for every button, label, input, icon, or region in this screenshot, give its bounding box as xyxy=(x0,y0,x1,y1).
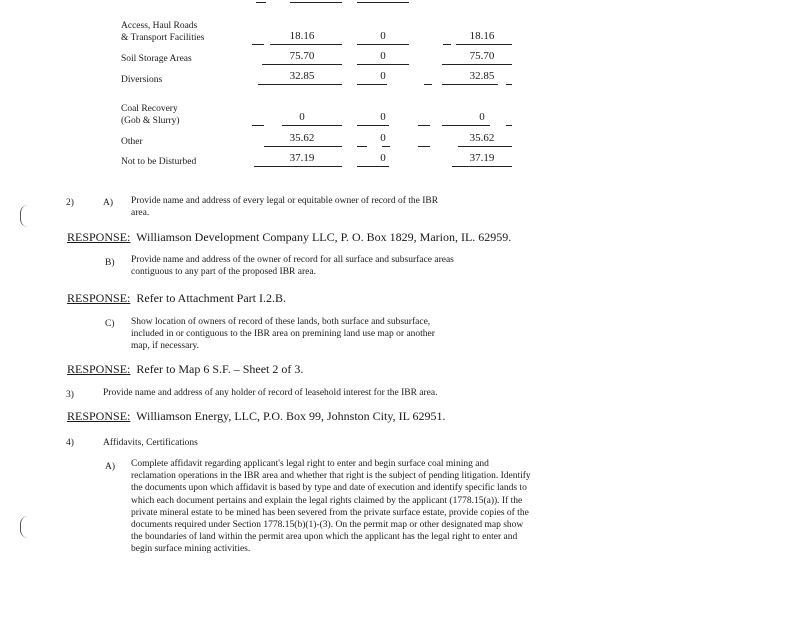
value-col1: 37.19 xyxy=(289,152,315,164)
item-text-line: Complete affidavit regarding applicant's legal right to enter and begin surface coal mining and xyxy=(131,459,489,469)
item-text xyxy=(131,254,454,278)
underline xyxy=(357,146,367,147)
row-label: Soil Storage Areas xyxy=(121,54,192,64)
binder-hole-mark xyxy=(20,205,31,227)
underline xyxy=(254,166,342,167)
response-text: Williamson Energy, LLC, P.O. Box 99, Johnston City, IL 62951. xyxy=(136,409,446,423)
response-label: RESPONSE: xyxy=(67,362,131,376)
item-text-line: documents required under Section 1778.15(b)(1)-(3). On the permit map or other designated map show xyxy=(131,520,524,531)
top-fragment-rule xyxy=(290,2,342,3)
item-text xyxy=(131,195,438,219)
value-col1: 18.16 xyxy=(289,30,315,42)
underline xyxy=(357,44,409,45)
value-col3: 75.70 xyxy=(469,50,495,62)
underline xyxy=(506,125,512,126)
response-4 xyxy=(67,409,445,424)
item-text-line: Show location of owners of record of these lands, both surface and subsurface, xyxy=(131,317,431,327)
underline xyxy=(282,125,342,126)
row-label-line: & Transport Facilities xyxy=(121,33,205,43)
response-label: RESPONSE: xyxy=(67,409,131,423)
row-label xyxy=(121,103,180,127)
response-text: Williamson Development Company LLC, P. O. Box 1829, Marion, IL. 62959. xyxy=(136,230,512,244)
underline xyxy=(252,44,264,45)
row-label-line: Coal Recovery xyxy=(121,104,178,114)
item-text-line: the documents upon which affidavit is based by type and date of execution and identify specific lands to xyxy=(131,483,527,494)
underline xyxy=(357,64,409,65)
value-col1: 35.62 xyxy=(289,132,315,144)
underline xyxy=(262,64,342,65)
underline xyxy=(442,125,490,126)
top-fragment-rule xyxy=(357,2,409,3)
value-col2: 0 xyxy=(380,70,386,82)
item-number: 4) xyxy=(66,438,74,448)
value-col2: 0 xyxy=(380,111,386,123)
item-text-line: Provide name and address of the owner of record for all surface and subsurface areas xyxy=(131,255,454,265)
item-number: 3) xyxy=(66,390,74,400)
row-label xyxy=(121,20,204,44)
response-1 xyxy=(67,230,511,245)
value-col3: 18.16 xyxy=(469,30,495,42)
underline xyxy=(424,84,432,85)
value-col2: 0 xyxy=(380,132,386,144)
underline xyxy=(258,84,342,85)
underline xyxy=(506,84,512,85)
item-letter: A) xyxy=(103,198,114,208)
value-col3: 37.19 xyxy=(469,152,495,164)
item-text xyxy=(131,458,531,556)
item-text-line: area. xyxy=(131,208,150,218)
underline xyxy=(452,166,512,167)
response-text: Refer to Attachment Part I.2.B. xyxy=(136,291,286,305)
item-letter: C) xyxy=(105,319,115,329)
value-col1: 0 xyxy=(299,111,305,123)
item-text-line: begin surface mining activities. xyxy=(131,544,251,555)
item-text-line: private mineral estate to be mined has been severed from the private surface estate, provide copies of the xyxy=(131,507,529,518)
underline xyxy=(252,125,264,126)
row-label: Diversions xyxy=(121,75,163,85)
underline xyxy=(357,125,389,126)
value-col3: 32.85 xyxy=(469,70,495,82)
underline xyxy=(458,146,512,147)
item-text-line: included in or contiguous to the IBR area on premining land use map or another xyxy=(131,329,435,339)
underline xyxy=(443,44,451,45)
underline xyxy=(382,146,390,147)
underline xyxy=(270,44,342,45)
underline xyxy=(442,64,512,65)
item-heading: Affidavits, Certifications xyxy=(103,438,198,448)
item-letter: A) xyxy=(105,462,116,472)
underline xyxy=(357,166,389,167)
response-text: Refer to Map 6 S.F. – Sheet 2 of 3. xyxy=(136,362,304,376)
value-col1: 75.70 xyxy=(289,50,315,62)
underline xyxy=(456,44,512,45)
item-number: 2) xyxy=(66,198,74,208)
item-text-line: the boundaries of land within the permit area upon which the applicant has the legal right to enter and xyxy=(131,532,518,543)
response-2 xyxy=(67,291,286,306)
item-text-line: map, if necessary. xyxy=(131,341,199,351)
top-fragment-rule xyxy=(256,2,266,3)
row-label: Other xyxy=(121,137,143,147)
item-text xyxy=(131,316,435,352)
item-text-line: which each document pertains and explain the legal rights claimed by the applicant (1778.15(a)). If the xyxy=(131,495,523,506)
item-text-line: Provide name and address of every legal or equitable owner of record of the IBR xyxy=(131,196,439,206)
value-col1: 32.85 xyxy=(289,70,315,82)
value-col2: 0 xyxy=(380,30,386,42)
response-3 xyxy=(67,362,303,377)
value-col3: 35.62 xyxy=(469,132,495,144)
underline xyxy=(418,125,430,126)
item-text-line: contiguous to any part of the proposed IBR area. xyxy=(131,267,316,277)
underline xyxy=(418,146,430,147)
row-label: Not to be Disturbed xyxy=(121,157,197,167)
value-col3: 0 xyxy=(479,111,485,123)
binder-hole-mark xyxy=(20,516,31,538)
underline xyxy=(442,84,498,85)
response-label: RESPONSE: xyxy=(67,230,131,244)
underline xyxy=(357,84,387,85)
row-label-line: Access, Haul Roads xyxy=(121,21,198,31)
value-col2: 0 xyxy=(380,50,386,62)
value-col2: 0 xyxy=(380,152,386,164)
underline xyxy=(264,146,342,147)
row-label-line: (Gob & Slurry) xyxy=(121,116,180,126)
item-letter: B) xyxy=(105,258,115,268)
item-text-line: reclamation operations in the IBR area and whether that right is the subject of pending litigation. Identify xyxy=(131,471,531,482)
response-label: RESPONSE: xyxy=(67,291,131,305)
item-text: Provide name and address of any holder of record of leasehold interest for the IBR area. xyxy=(103,388,438,398)
